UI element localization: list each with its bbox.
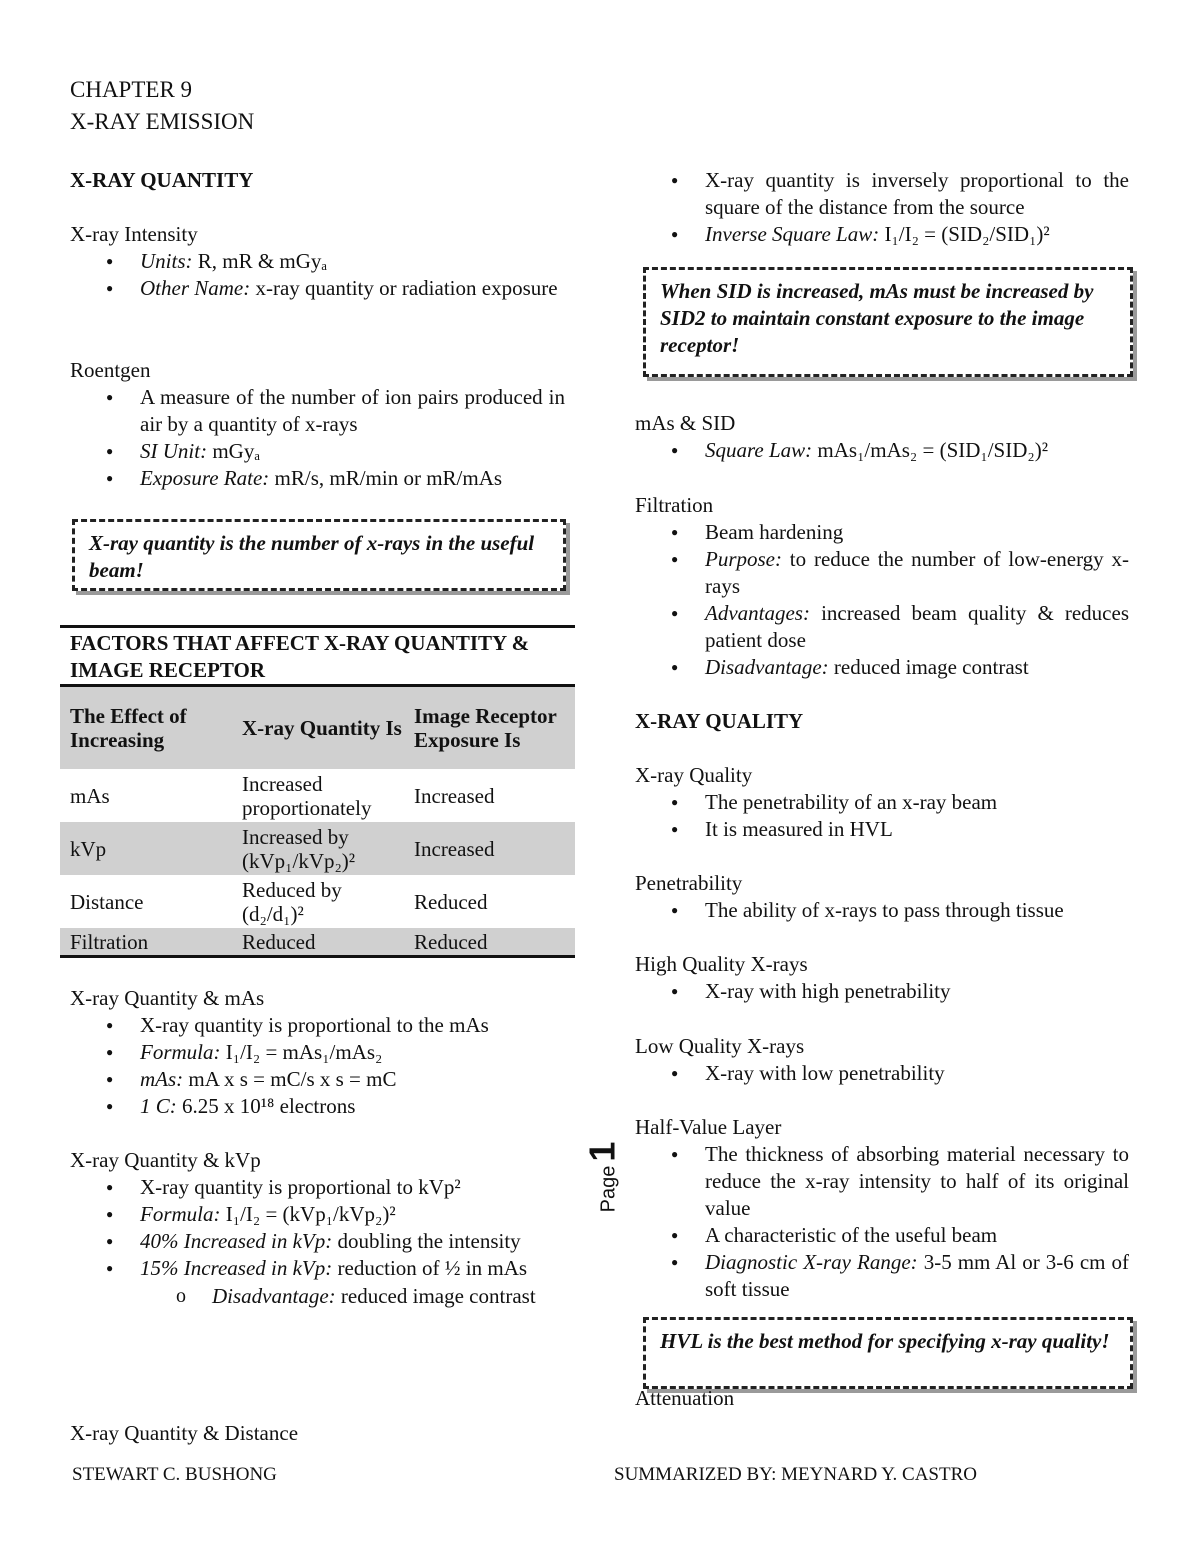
table-cell: Reduced <box>414 889 488 914</box>
penetrability-list <box>635 897 1129 924</box>
hvl-block <box>635 1114 1129 1303</box>
table-cell: Increased by (kVp₁/kVp₂)² <box>232 822 404 875</box>
list-item: ● It is measured in HVL <box>635 816 1129 843</box>
footer-author: STEWART C. BUSHONG <box>72 1464 277 1485</box>
kvp-list <box>70 1174 565 1311</box>
intensity-block <box>70 221 565 302</box>
intensity-list <box>70 248 565 302</box>
subheading-attenuation: Attenuation <box>635 1386 735 1410</box>
mas-block <box>70 985 565 1120</box>
xray-quality-list <box>635 789 1129 843</box>
page-number: 1 <box>581 1141 623 1162</box>
page-number-label <box>581 1141 623 1213</box>
list-item: ● Advantages: increased beam quality & reduces patient dose <box>635 600 1129 654</box>
note-sid: When SID is increased, mAs must be increased by SID2 to maintain constant exposure to the image receptor! <box>643 267 1133 377</box>
list-item: ● X-ray quantity is inversely proportional to the square of the distance from the source <box>635 167 1129 221</box>
subheading-penetrability: Penetrability <box>635 871 743 895</box>
penetrability-block <box>635 870 1129 924</box>
list-item: ● SI Unit: mGyₐ <box>70 438 565 465</box>
list-item: ● Diagnostic X-ray Range: 3-5 mm Al or 3-6 cm of soft tissue <box>635 1249 1129 1303</box>
table-cell: Increased <box>414 783 495 808</box>
table-cell: Reduced by (d₂/d₁)² <box>242 877 342 926</box>
list-item: ● Square Law: mAs₁/mAs₂ = (SID₁/SID₂)² <box>635 437 1129 464</box>
table-cell: Filtration <box>60 928 232 957</box>
subheading-xray-quality: X-ray Quality <box>635 763 753 787</box>
list-item: ● X-ray quantity is proportional to the mAs <box>70 1012 565 1039</box>
kvp-block <box>70 1147 565 1311</box>
list-item: ● A measure of the number of ion pairs produced in air by a quantity of x-rays <box>70 384 565 438</box>
table-cell: Reduced <box>404 928 575 957</box>
table-row <box>60 875 575 928</box>
list-item: ● Purpose: to reduce the number of low-energy x-rays <box>635 546 1129 600</box>
page-label: Page <box>597 1165 620 1213</box>
table-header-row <box>60 686 575 770</box>
footer-summarizer: SUMMARIZED BY: MEYNARD Y. CASTRO <box>614 1464 977 1485</box>
list-item: ● The ability of x-rays to pass through tissue <box>635 897 1129 924</box>
list-item: ● Beam hardening <box>635 519 1129 546</box>
factors-table-section <box>60 625 575 958</box>
section-heading-quantity: X-RAY QUANTITY <box>70 168 254 192</box>
list-item: ● Units: R, mR & mGyₐ <box>70 248 565 275</box>
table-header-cell: X-ray Quantity Is <box>232 686 404 770</box>
subheading-low-quality: Low Quality X-rays <box>635 1034 805 1058</box>
list-item: ● Disadvantage: reduced image contrast <box>635 654 1129 681</box>
subheading-filtration: Filtration <box>635 493 714 517</box>
high-quality-list <box>635 978 1129 1005</box>
list-item: ● Inverse Square Law: I₁/I₂ = (SID₂/SID₁)² <box>635 221 1129 248</box>
subheading-roentgen: Roentgen <box>70 358 151 382</box>
table-header-cell: The Effect of Increasing <box>60 686 232 770</box>
factors-table <box>60 684 575 958</box>
list-item: ● Other Name: x-ray quantity or radiation exposure <box>70 275 565 302</box>
hvl-list <box>635 1141 1129 1303</box>
subheading-hvl: Half-Value Layer <box>635 1115 782 1139</box>
table-cell: kVp <box>60 822 232 875</box>
mas-sid-block <box>635 410 1129 464</box>
table-cell: Reduced <box>232 928 404 957</box>
list-item: ● The thickness of absorbing material necessary to reduce the x-ray intensity to half of its original value <box>635 1141 1129 1222</box>
subheading-intensity: X-ray Intensity <box>70 222 198 246</box>
filtration-block <box>635 492 1129 681</box>
roentgen-list <box>70 384 565 492</box>
inverse-list <box>635 167 1129 248</box>
table-title: FACTORS THAT AFFECT X-RAY QUANTITY & IMAGE RECEPTOR <box>60 625 575 684</box>
list-item: ● Formula: I₁/I₂ = mAs₁/mAs₂ <box>70 1039 565 1066</box>
subheading-kvp: X-ray Quantity & kVp <box>70 1148 261 1172</box>
list-item: ● X-ray with high penetrability <box>635 978 1129 1005</box>
low-quality-list <box>635 1060 1129 1087</box>
list-item: o Disadvantage: reduced image contrast <box>70 1282 565 1311</box>
list-item: ● 15% Increased in kVp: reduction of ½ in mAs <box>70 1255 565 1282</box>
table-cell: Distance <box>70 889 144 914</box>
note-quantity-definition: X-ray quantity is the number of x-rays in the useful beam! <box>72 519 566 591</box>
list-item: ● mAs: mA x s = mC/s x s = mC <box>70 1066 565 1093</box>
list-item: ● Exposure Rate: mR/s, mR/min or mR/mAs <box>70 465 565 492</box>
list-item: ● A characteristic of the useful beam <box>635 1222 1129 1249</box>
note-hvl: HVL is the best method for specifying x-ray quality! <box>643 1317 1133 1389</box>
low-quality-block <box>635 1033 1129 1087</box>
table-cell: mAs <box>70 783 110 808</box>
roentgen-block <box>70 357 565 492</box>
list-item: ● X-ray with low penetrability <box>635 1060 1129 1087</box>
chapter-number: CHAPTER 9 <box>70 77 193 102</box>
list-item: ● 1 C: 6.25 x 10¹⁸ electrons <box>70 1093 565 1120</box>
list-item: ● 40% Increased in kVp: doubling the intensity <box>70 1228 565 1255</box>
list-item: ● The penetrability of an x-ray beam <box>635 789 1129 816</box>
table-cell: Increased proportionately <box>242 771 372 820</box>
subheading-distance: X-ray Quantity & Distance <box>70 1421 299 1445</box>
table-header-cell: Image Receptor Exposure Is <box>404 686 575 770</box>
high-quality-block <box>635 951 1129 1005</box>
mas-sid-list <box>635 437 1129 464</box>
subheading-mas-sid: mAs & SID <box>635 411 736 435</box>
table-row <box>60 928 575 957</box>
subheading-high-quality: High Quality X-rays <box>635 952 808 976</box>
table-cell: Increased <box>404 822 575 875</box>
section-heading-quality: X-RAY QUALITY <box>635 709 804 733</box>
inverse-block <box>635 167 1129 248</box>
table-row <box>60 769 575 822</box>
filtration-list <box>635 519 1129 681</box>
mas-list <box>70 1012 565 1120</box>
chapter-title: X-RAY EMISSION <box>70 109 255 134</box>
list-item: ● Formula: I₁/I₂ = (kVp₁/kVp₂)² <box>70 1201 565 1228</box>
subheading-mas: X-ray Quantity & mAs <box>70 986 265 1010</box>
list-item: ● X-ray quantity is proportional to kVp² <box>70 1174 565 1201</box>
xray-quality-block <box>635 762 1129 843</box>
table-row <box>60 822 575 875</box>
